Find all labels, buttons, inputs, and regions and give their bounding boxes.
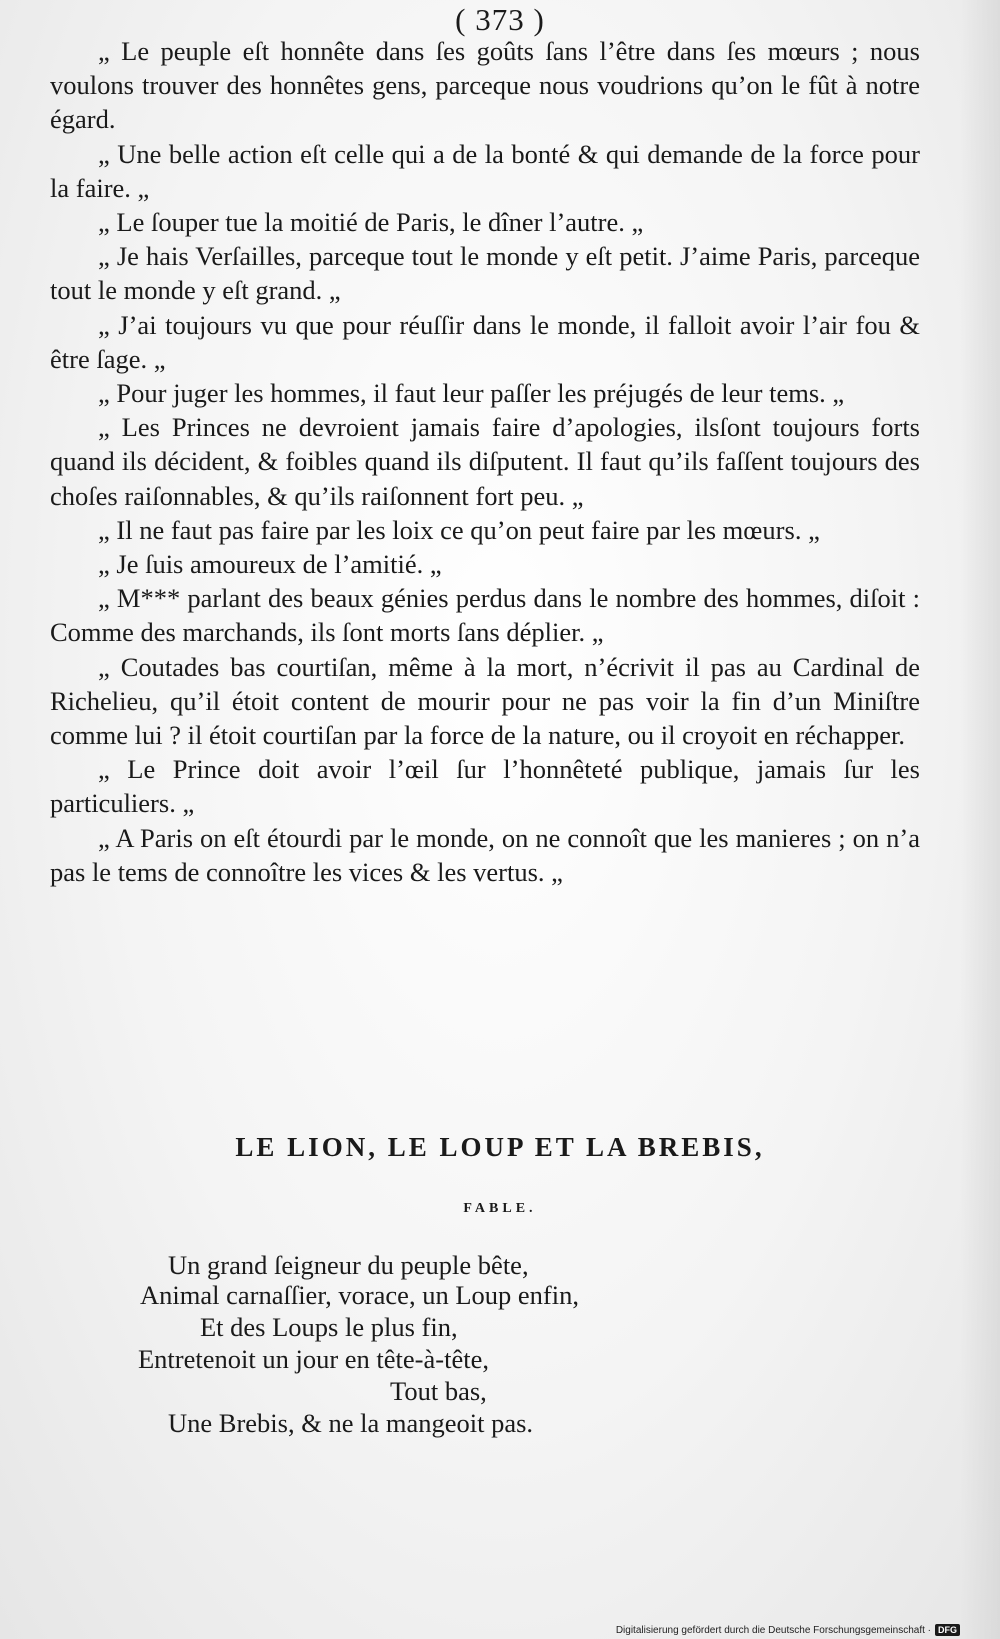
verse-line: Tout bas, xyxy=(390,1376,487,1406)
digitization-credit xyxy=(616,1624,960,1636)
verse-line: Entretenoit un jour en tête-à-tête, xyxy=(138,1344,489,1374)
maxim-paragraph: „ Les Princes ne devroient jamais faire d’apologies, ilsſont toujours forts quand ils décident, & foibles quand ils diſputent. Il faut qu’ils faſſent toujours des choſes raiſonnables, & qu’ils raiſonnent fort peu. „ xyxy=(50,412,920,511)
verse-line: Un grand ſeigneur du peuple bête, xyxy=(168,1250,529,1280)
maxim-paragraph: „ M*** parlant des beaux génies perdus dans le nombre des hommes, diſoit : Comme des marchands, ils ſont morts ſans déplier. „ xyxy=(50,583,920,648)
verse-line: Animal carnaſſier, vorace, un Loup enfin, xyxy=(140,1280,579,1310)
maxim-paragraph: „ Le peuple eſt honnête dans ſes goûts ſans l’être dans ſes mœurs ; nous voulons trouver des honnêtes gens, parceque nous voudrions qu’on le fût à notre égard. xyxy=(50,36,920,135)
maxim-paragraph: „ Il ne faut pas faire par les loix ce qu’on peut faire par les mœurs. „ xyxy=(98,514,820,545)
maxims-body xyxy=(50,34,920,889)
page-number: ( 373 ) xyxy=(455,2,545,37)
fable-title: LE LION, LE LOUP ET LA BREBIS, xyxy=(235,1132,765,1162)
verse-line: Une Brebis, & ne la mangeoit pas. xyxy=(168,1408,534,1438)
maxim-paragraph: „ Une belle action eſt celle qui a de la bonté & qui demande de la force pour la faire. „ xyxy=(50,138,920,203)
maxim-paragraph: „ Le Prince doit avoir l’œil ſur l’honnêteté publique, jamais ſur les particuliers. „ xyxy=(50,754,920,819)
maxim-paragraph: „ Coutades bas courtiſan, même à la mort, n’écrivit il pas au Cardinal de Richelieu, qu’il étoit content de mourir pour ne pas voir la fin d’un Miniſtre comme lui ? il étoit courtiſan par la force de la nature, ou il croyoit en réchapper. xyxy=(50,651,920,751)
dfg-logo-icon: DFG xyxy=(935,1624,960,1636)
verse-line: Et des Loups le plus fin, xyxy=(200,1312,458,1342)
maxim-paragraph: „ A Paris on eſt étourdi par le monde, on ne connoît que les manieres ; on n’a pas le tems de connoître les vices & les vertus. „ xyxy=(50,822,920,887)
maxim-paragraph: „ Pour juger les hommes, il faut leur paſſer les préjugés de leur tems. „ xyxy=(98,378,845,409)
credit-text: Digitalisierung gefördert durch die Deutsche Forschungsgemeinschaft · xyxy=(615,1624,931,1636)
maxim-paragraph: „ J’ai toujours vu que pour réuſſir dans le monde, il falloit avoir l’air fou & être ſage. „ xyxy=(50,309,920,374)
maxim-paragraph: „ Le ſouper tue la moitié de Paris, le dîner l’autre. „ xyxy=(98,207,644,238)
maxim-paragraph: „ Je ſuis amoureux de l’amitié. „ xyxy=(98,549,442,580)
maxim-paragraph: „ Je hais Verſailles, parceque tout le monde y eſt petit. J’aime Paris, parceque tout le monde y eſt grand. „ xyxy=(50,241,920,306)
scan-edge-shading xyxy=(960,0,1000,1639)
fable-label: FABLE. xyxy=(463,1201,537,1216)
